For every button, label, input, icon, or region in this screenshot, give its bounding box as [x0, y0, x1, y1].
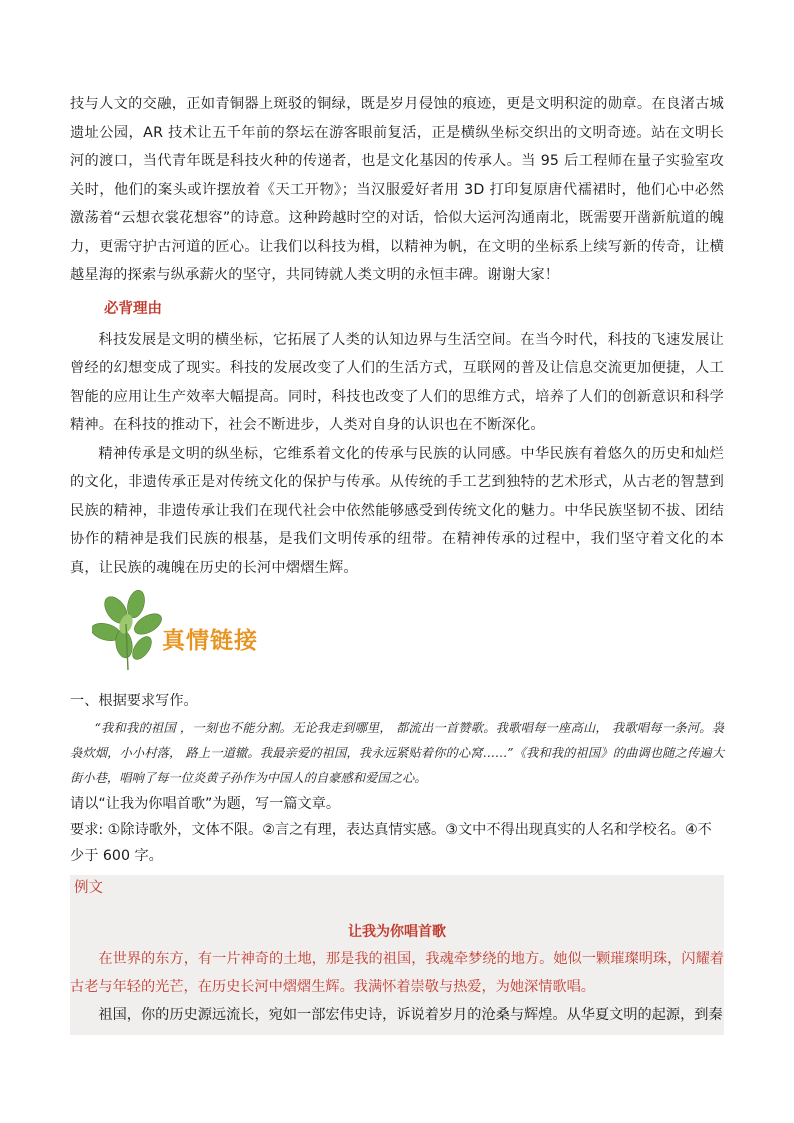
reason-paragraph-1: 科技发展是文明的横坐标，它拓展了人类的认知边界与生活空间。在当今时代，科技的飞速发展让曾经的幻想变成了现实。科技的发展改变了人们的生活方式，互联网的普及让信息交流更加便捷，人工智能的应用让生产效率大幅提高。同时，科技也改变了人们的思维方式，培养了人们的创新意识和科学精神。在科技的推动下，社会不断进步，人类对自身的认识也在不断深化。 [70, 331, 724, 433]
document-page [70, 90, 724, 1035]
reason-paragraph-2: 精神传承是文明的纵坐标，它维系着文化的传承与民族的认同感。中华民族有着悠久的历史和灿烂的文化，非遗传承正是对传统文化的保护与传承。从传统的手工艺到独特的艺术形式，从古老的智慧到民族的精神，非遗传承让我们在现代社会中依然能够感受到传统文化的魅力。中华民族坚韧不拔、团结协作的精神是我们民族的根基，是我们文明传承的纽带。在精神传承的过程中，我们坚守着文化的本真，让民族的魂魄在历史的长河中熠熠生辉。 [70, 445, 724, 576]
example-paragraph-2: 祖国，你的历史源远流长，宛如一部宏伟史诗，诉说着岁月的沧桑与辉煌。从华夏文明的起源，到秦 [98, 1007, 723, 1023]
leaf-plant-icon [92, 588, 170, 672]
task-heading: 一、根据要求写作。 [70, 693, 198, 709]
section-banner [70, 588, 724, 680]
example-label: 例文 [74, 880, 103, 896]
example-box [70, 875, 724, 1035]
reason-heading: 必背理由 [104, 300, 162, 317]
poem-quote: “我和我的祖国 ，一刻也不能分割。无论我走到哪里， 都流出一首赞歌。我歌唱每一座高山， 我歌唱每一条河。袅袅炊烟，小小村落， 路上一道辙。我最亲爱的祖国，我永远紧贴着你的心窝……”《我和我的祖国》的曲调也随之传遍大街小巷，唱响了每一位炎黄子孙作为中国人的自豪感和爱国之心。 [70, 721, 724, 785]
example-title: 让我为你唱首歌 [348, 924, 446, 940]
prompt-line: 请以“让我为你唱首歌”为题，写一篇文章。 [70, 796, 341, 812]
banner-title: 真情链接 [162, 628, 258, 654]
example-paragraph-1: 在世界的东方，有一片神奇的土地，那是我的祖国，我魂牵梦绕的地方。她似一颗璀璨明珠，闪耀着古老与年轻的光芒，在历史长河中熠熠生辉。我满怀着崇敬与热爱，为她深情歌唱。 [70, 951, 724, 995]
intro-paragraph: 技与人文的交融，正如青铜器上斑驳的铜绿，既是岁月侵蚀的痕迹，更是文明积淀的勋章。在良渚古城遗址公园，AR 技术让五千年前的祭坛在游客眼前复活，正是横纵坐标交织出的文明奇迹。站在文明长河的渡口，当代青年既是科技火种的传递者，也是文化基因的传承人。当 95 后工程师在量子实验室攻关时，他们的案头或许摆放着《天工开物》；当汉服爱好者用 3D 打印复原唐代襦裙时，他们心中必然激荡着“云想衣裳花想容”的诗意。这种跨越时空的对话，恰似大运河沟通南北，既需要开凿新航道的魄力，更需守护古河道的匠心。让我们以科技为楫，以精神为帆，在文明的坐标系上续写新的传奇，让横越星海的探索与纵承薪火的坚守，共同铸就人类文明的永恒丰碑。谢谢大家！ [70, 96, 724, 283]
requirements: 要求: ①除诗歌外，文体不限。②言之有理，表达真情实感。③文中不得出现真实的人名和学校名。④不少于 600 字。 [70, 822, 712, 864]
